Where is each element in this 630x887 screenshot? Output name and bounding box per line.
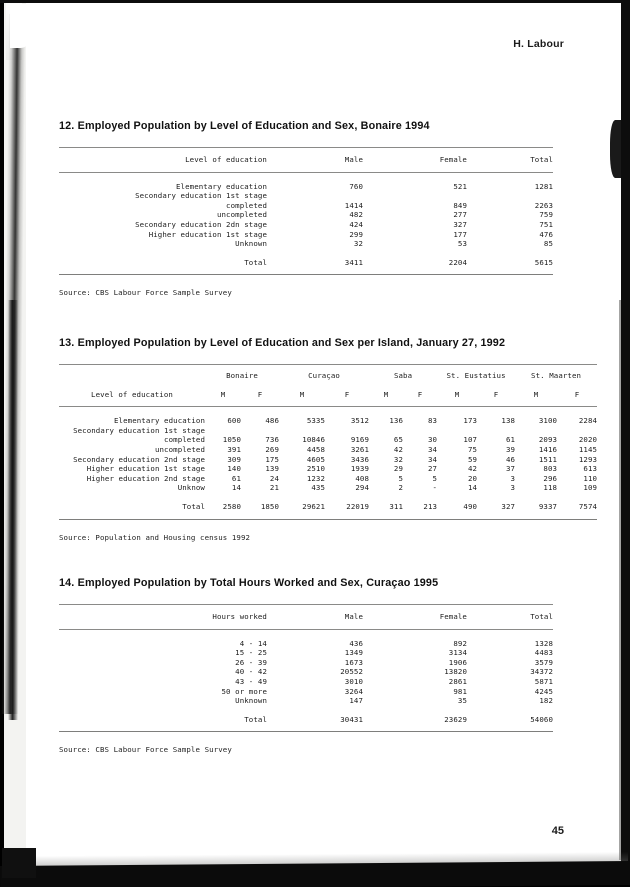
cell-bonaire-m: 309: [227, 454, 241, 464]
cell-saba-m: 29: [393, 464, 404, 474]
cell-male: 147: [349, 696, 363, 706]
table-total-row: [59, 493, 597, 519]
cell-steustatius-f: 3: [510, 483, 516, 493]
cell-total: 4245: [534, 686, 553, 696]
group-header-curacao: Curaçao: [279, 365, 369, 385]
cell-stmaarten-m: 803: [543, 464, 558, 474]
cell-saba-m: 65: [393, 435, 404, 445]
cell-curacao-f: 294: [355, 483, 370, 493]
cell-male: 436: [349, 638, 363, 648]
cell-female: 981: [453, 686, 467, 696]
table-row: [59, 426, 597, 436]
cell-male: 760: [349, 181, 363, 191]
table-row: [59, 483, 597, 493]
cell-saba-f: 5: [432, 473, 438, 483]
cell-total: 1281: [534, 181, 553, 191]
table-title-13: 13. Employed Population by Level of Education and Sex per Island, January 27, 1992: [59, 337, 506, 349]
cell-curacao-f: [325, 426, 369, 436]
cell-female: 849: [453, 200, 467, 210]
table-block-14: [59, 577, 579, 754]
row-label: Higher education 1st stage: [148, 229, 267, 239]
cell-stmaarten-m: 118: [543, 483, 558, 493]
cell-bonaire-m: 391: [227, 444, 241, 454]
cell-saba-m: [369, 426, 403, 436]
row-label: completed: [164, 435, 205, 445]
table-row: [59, 239, 553, 249]
row-label: 15 - 25: [235, 648, 267, 658]
table-source-13: Source: Population and Housing census 1992: [59, 532, 251, 542]
cell-stmaarten-m: 3100: [538, 416, 558, 426]
cell-male-total: 30431: [267, 706, 363, 732]
table-total-row: [59, 249, 553, 275]
cell-stmaarten-f: 2020: [578, 435, 598, 445]
cell-bonaire-m: 14: [231, 483, 241, 493]
cell-total: 85: [543, 239, 553, 249]
column-header-total: Total: [467, 148, 553, 173]
row-label: Unknown: [235, 696, 267, 706]
column-header-stub: Level of education: [59, 148, 267, 173]
cell-saba-f: -: [432, 483, 438, 493]
cell-steustatius-f: [477, 426, 515, 436]
row-label-total: Total: [59, 249, 267, 275]
cell-stmaarten-f-total: 7574: [557, 493, 597, 519]
table-12: [59, 147, 553, 275]
cell-steustatius-m-total: 490: [437, 493, 477, 519]
cell-stmaarten-m: 296: [543, 473, 558, 483]
cell-bonaire-m: 600: [227, 416, 241, 426]
row-label: Elementary education: [176, 181, 267, 191]
cell-stmaarten-m: 1511: [538, 454, 558, 464]
row-label: uncompleted: [154, 444, 205, 454]
row-label: Secondary education 1st stage: [135, 191, 267, 201]
cell-saba-m: 5: [398, 473, 404, 483]
row-label: 26 - 39: [235, 657, 267, 667]
table-row: [59, 677, 553, 687]
cell-saba-f: 30: [427, 435, 438, 445]
page-content: [26, 2, 622, 874]
cell-bonaire-f: 139: [265, 464, 280, 474]
cell-male: 20552: [340, 667, 363, 677]
cell-male: 1349: [344, 648, 363, 658]
cell-saba-m: 136: [389, 416, 404, 426]
group-header-st-maarten: St. Maarten: [515, 365, 597, 385]
cell-steustatius-m: 20: [467, 473, 478, 483]
cell-female: 892: [453, 638, 467, 648]
column-header-st-eustatius-m: M: [437, 385, 477, 407]
row-label: Secondary education 2nd stage: [73, 454, 205, 464]
scan-right-edge: [621, 0, 630, 876]
cell-total: 476: [539, 229, 553, 239]
table-row: [59, 201, 553, 211]
row-label: 43 - 49: [235, 676, 267, 686]
cell-steustatius-f: 3: [510, 473, 516, 483]
cell-stmaarten-m: [515, 426, 557, 436]
cell-stmaarten-f: 613: [583, 464, 598, 474]
table-13: [59, 364, 597, 520]
cell-bonaire-f: [241, 426, 279, 436]
cell-female: 53: [457, 239, 467, 249]
row-label: Unknown: [235, 239, 267, 249]
cell-bonaire-f: 269: [265, 444, 280, 454]
cell-total-total: 5615: [467, 249, 553, 275]
cell-total-total: 54060: [467, 706, 553, 732]
column-header-curacao-m: M: [279, 385, 325, 407]
cell-male: 299: [349, 229, 363, 239]
cell-bonaire-f: 24: [269, 473, 280, 483]
column-header-st-eustatius-f: F: [477, 385, 515, 407]
cell-curacao-m: 2510: [306, 464, 326, 474]
running-header: H. Labour: [513, 38, 564, 50]
cell-male: 3264: [344, 686, 363, 696]
row-label: uncompleted: [216, 210, 267, 220]
cell-bonaire-f: 21: [269, 483, 280, 493]
cell-female: 327: [453, 219, 467, 229]
cell-curacao-f-total: 22019: [325, 493, 369, 519]
cell-total: [467, 191, 553, 201]
cell-stmaarten-f: 110: [583, 473, 598, 483]
cell-curacao-f: 3436: [350, 454, 370, 464]
cell-female: 3134: [448, 648, 467, 658]
cell-stmaarten-m-total: 9337: [515, 493, 557, 519]
table-row: [59, 172, 553, 191]
table-row: [59, 687, 553, 697]
cell-curacao-f: 1939: [350, 464, 370, 474]
table-row: [59, 455, 597, 465]
group-header-spacer: [59, 365, 205, 385]
row-label-total: Total: [59, 706, 267, 732]
table-row: [59, 210, 553, 220]
cell-male: 1414: [344, 200, 363, 210]
row-label: 40 - 42: [235, 667, 267, 677]
cell-stmaarten-f: 1293: [578, 454, 598, 464]
table-row: [59, 648, 553, 658]
table-block-13: [59, 337, 598, 542]
cell-female: 1906: [448, 657, 467, 667]
cell-steustatius-f: 46: [505, 454, 516, 464]
cell-bonaire-m: 140: [227, 464, 241, 474]
row-label: completed: [226, 200, 267, 210]
cell-curacao-f: 408: [355, 473, 370, 483]
cell-female-total: 23629: [363, 706, 467, 732]
cell-total: 4483: [534, 648, 553, 658]
cell-bonaire-m: [205, 426, 241, 436]
cell-steustatius-m: 107: [463, 435, 478, 445]
cell-female: 521: [453, 181, 467, 191]
cell-stmaarten-f: [557, 426, 597, 436]
cell-saba-f: 34: [427, 444, 438, 454]
table-source-14: Source: CBS Labour Force Sample Survey: [59, 745, 232, 755]
cell-steustatius-f: 39: [505, 444, 516, 454]
cell-steustatius-m: 59: [467, 454, 478, 464]
cell-curacao-m: 4458: [306, 444, 326, 454]
cell-total: 34372: [530, 667, 553, 677]
cell-male-total: 3411: [267, 249, 363, 275]
row-label-total: Total: [59, 493, 205, 519]
cell-bonaire-m: 61: [231, 473, 241, 483]
column-header-bonaire-f: F: [241, 385, 279, 407]
cell-stmaarten-f: 109: [583, 483, 598, 493]
cell-steustatius-f: 61: [505, 435, 516, 445]
table-sex-header-row: [59, 385, 597, 407]
cell-steustatius-f: 37: [505, 464, 516, 474]
cell-curacao-m: 435: [311, 483, 326, 493]
group-header-st-eustatius: St. Eustatius: [437, 365, 515, 385]
cell-steustatius-m: 14: [467, 483, 478, 493]
cell-stmaarten-f: 2284: [578, 416, 598, 426]
scan-bottom-edge: [0, 861, 630, 887]
table-title-12: 12. Employed Population by Level of Education and Sex, Bonaire 1994: [59, 120, 430, 132]
column-header-bonaire-m: M: [205, 385, 241, 407]
cell-total: 3579: [534, 657, 553, 667]
row-label: 50 or more: [221, 686, 267, 696]
cell-stmaarten-f: 1145: [578, 444, 598, 454]
cell-saba-m: 42: [393, 444, 404, 454]
cell-steustatius-m: 173: [463, 416, 478, 426]
cell-total: 182: [539, 696, 553, 706]
scan-bottom-left-corner: [2, 848, 36, 878]
cell-curacao-m: 4605: [306, 454, 326, 464]
column-header-male: Male: [267, 148, 363, 173]
group-header-saba: Saba: [369, 365, 437, 385]
table-row: [59, 220, 553, 230]
cell-bonaire-f: 175: [265, 454, 280, 464]
cell-total: 5871: [534, 676, 553, 686]
cell-saba-m: 32: [393, 454, 404, 464]
row-label: 4 - 14: [239, 638, 267, 648]
cell-male: [267, 191, 363, 201]
cell-bonaire-f: 736: [265, 435, 280, 445]
cell-female: 177: [453, 229, 467, 239]
column-header-saba-m: M: [369, 385, 403, 407]
table-row: [59, 629, 553, 648]
table-header-row: [59, 148, 553, 173]
table-source-12: Source: CBS Labour Force Sample Survey: [59, 288, 232, 298]
column-header-st-maarten-f: F: [557, 385, 597, 407]
cell-curacao-f: 9169: [350, 435, 370, 445]
cell-steustatius-m: [437, 426, 477, 436]
cell-male: 3010: [344, 676, 363, 686]
table-row: [59, 696, 553, 706]
cell-bonaire-m: 1050: [222, 435, 241, 445]
cell-saba-f: 27: [427, 464, 438, 474]
row-label: Secondary education 1st stage: [73, 425, 205, 435]
cell-male: 482: [349, 210, 363, 220]
cell-curacao-m: 10846: [302, 435, 326, 445]
column-header-saba-f: F: [403, 385, 437, 407]
cell-saba-f: [403, 426, 437, 436]
table-row: [59, 407, 597, 426]
column-header-curacao-f: F: [325, 385, 369, 407]
cell-male: 424: [349, 219, 363, 229]
cell-curacao-f: 3512: [350, 416, 370, 426]
cell-total: 2263: [534, 200, 553, 210]
cell-steustatius-f-total: 327: [477, 493, 515, 519]
scan-top-edge: [0, 0, 630, 3]
cell-stmaarten-m: 1416: [538, 444, 558, 454]
table-row: [59, 667, 553, 677]
cell-saba-m-total: 311: [369, 493, 403, 519]
column-header-total: Total: [467, 605, 553, 630]
cell-stmaarten-m: 2093: [538, 435, 558, 445]
cell-bonaire-f: 486: [265, 416, 280, 426]
table-block-12: [59, 120, 579, 297]
cell-bonaire-m-total: 2580: [205, 493, 241, 519]
table-14: [59, 604, 553, 732]
table-row: [59, 435, 597, 445]
table-row: [59, 230, 553, 240]
table-island-group-header-row: [59, 365, 597, 385]
cell-female: 2861: [448, 676, 467, 686]
row-label: Higher education 2nd stage: [86, 473, 205, 483]
column-header-stub: Hours worked: [59, 605, 267, 630]
cell-male: 1673: [344, 657, 363, 667]
column-header-female: Female: [363, 605, 467, 630]
cell-total: 1328: [534, 638, 553, 648]
cell-saba-m: 2: [398, 483, 404, 493]
cell-saba-f: 34: [427, 454, 438, 464]
scan-binding-core: [8, 300, 18, 720]
row-label: Unknow: [177, 483, 205, 493]
cell-curacao-m-total: 29621: [279, 493, 325, 519]
cell-curacao-m: [279, 426, 325, 436]
row-label: Elementary education: [114, 416, 205, 426]
cell-steustatius-m: 75: [467, 444, 478, 454]
column-header-st-maarten-m: M: [515, 385, 557, 407]
table-row: [59, 464, 597, 474]
cell-steustatius-m: 42: [467, 464, 478, 474]
table-row: [59, 658, 553, 668]
table-row: [59, 191, 553, 201]
document-page: [26, 2, 622, 874]
cell-female: 35: [457, 696, 467, 706]
cell-curacao-m: 1232: [306, 473, 326, 483]
cell-female: 277: [453, 210, 467, 220]
cell-female: 13820: [444, 667, 467, 677]
table-header-row: [59, 605, 553, 630]
table-row: [59, 445, 597, 455]
cell-female: [363, 191, 467, 201]
row-label: Secondary education 2dn stage: [135, 219, 267, 229]
column-header-male: Male: [267, 605, 363, 630]
cell-steustatius-f: 138: [501, 416, 516, 426]
table-title-14: 14. Employed Population by Total Hours Worked and Sex, Curaçao 1995: [59, 577, 439, 589]
cell-curacao-m: 5335: [306, 416, 326, 426]
column-header-female: Female: [363, 148, 467, 173]
column-header-stub: Level of education: [59, 385, 205, 407]
cell-bonaire-f-total: 1850: [241, 493, 279, 519]
cell-curacao-f: 3261: [350, 444, 370, 454]
cell-total: 751: [539, 219, 553, 229]
cell-total: 759: [539, 210, 553, 220]
row-label: Higher education 1st stage: [86, 464, 205, 474]
group-header-bonaire: Bonaire: [205, 365, 279, 385]
cell-male: 32: [353, 239, 363, 249]
page-number: 45: [551, 825, 564, 837]
table-row: [59, 474, 597, 484]
cell-saba-f-total: 213: [403, 493, 437, 519]
table-total-row: [59, 706, 553, 732]
cell-saba-f: 83: [427, 416, 438, 426]
cell-female-total: 2204: [363, 249, 467, 275]
